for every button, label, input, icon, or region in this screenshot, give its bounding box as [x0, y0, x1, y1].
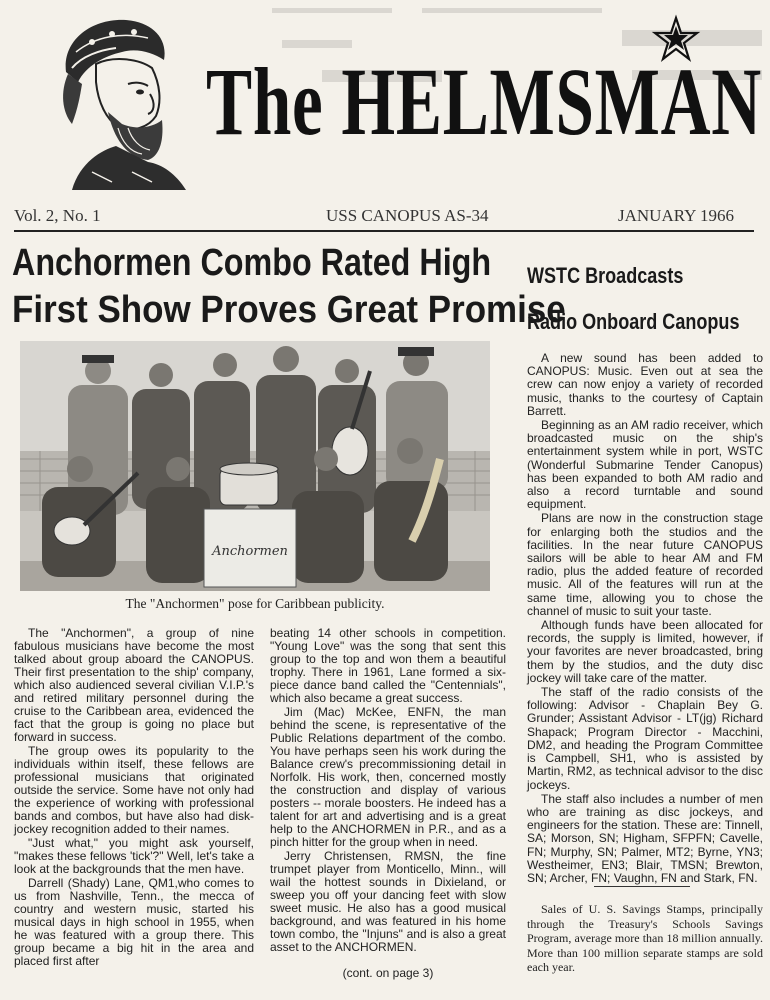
photo-sign-text: Anchormen: [212, 544, 288, 559]
helmsman-portrait-icon: [52, 12, 192, 190]
masthead-title: The HELMSMAN: [206, 48, 762, 155]
issue-bar: [14, 204, 754, 234]
issue-ship: USS CANOPUS AS-34: [326, 206, 489, 225]
side-story-paragraph: Although funds have been allocated for records, the supply is limited, however, if your favorites are never broadcasted, bring them by the studios, and the duty disc jockey will take care of the matter.: [527, 618, 763, 685]
bonds-divider: [594, 886, 690, 887]
main-story-paragraph: The group owes its popularity to the individuals within itself, these fellows are professional musicians that originated outside the service. Some have not only had the experience of working with professional bands and combos, but have also had disk-jockey recognition added to their names.: [14, 744, 254, 836]
main-story-paragraph: Jim (Mac) McKee, ENFN, the man behind the scene, is representative of the Public Relations department of the combo. You have perhaps seen his work during the Balance crew's precommissioning detail in Norfolk. His work, then, concerned mostly the construction and display of various posters -- morale boosters. He indeed has a talent for art and advertising and is a great help to the ANCHORMEN in P.R., and as a pinch hitter for the group when in need.: [270, 705, 506, 849]
main-story-paragraph: Darrell (Shady) Lane, QM1,who comes to us from Nashville, Tenn., the mecca of country and western music, started his musical days in high school in 1955, when he was featured with a group there. This group became a big hit in the area and placed first after: [14, 876, 254, 968]
continued-note: (cont. on page 3): [342, 966, 434, 980]
photo-caption: The "Anchormen" pose for Caribbean publicity.: [125, 596, 385, 611]
main-story-paragraph: Jerry Christensen, RMSN, the fine trumpet player from Monticello, Minn., will wail the hottest sounds in Dixieland, or sweep you off your dancing feet with slow sweet music. He also has a good musical background, and was featured in his home town combo, the "Injuns" and is also a great asset to the ANCHORMEN.: [270, 849, 506, 954]
main-story-column-2: [270, 627, 506, 985]
side-story-paragraph: Beginning as an AM radio receiver, which broadcasted music on the ship's entertainment system while in port, WSTC (Wonderful Submarine Tender Canopus) has been expanded to both AM radio and also a record turntable and sound equipment.: [527, 418, 763, 512]
side-story-paragraph: The staff of the radio consists of the following: Advisor - Chaplain Bey G. Grunder; Assistant Advisor - LT(jg) Richard Shapack; Program Director - Macchini, DM2, and heading the Program Committee is Campbell, SH1, who is assisted by Martin, RM2, as technical advisor to the disc jockeys.: [527, 685, 763, 792]
side-story-column: [527, 351, 763, 885]
side-story-paragraph: The staff also includes a number of men who are training as disc jockeys, and engineers for the station. These are: Tinnell, SA; Morson, SN; Higham, SFPFN; Cavelle, FN; Murphy, SN; Palmer, MT2; Byrne, YN3; Westheimer, EN3; Blair, TMSN; Brewton, SN; Archer, FN; Vaughn, FN and Stark, FN.: [527, 791, 763, 885]
main-story-paragraph: The "Anchormen", a group of nine fabulous musicians have become the most talked about group aboard the CANOPUS. Their first presentation to the ship' company, which also audienced several civilian V.I.P.'s and retired military personnel during the cruise to the Caribbean area, evidenced the fact that the group is going no place but forward in success.: [14, 626, 254, 744]
band-photo: [20, 341, 490, 591]
issue-rule: [14, 230, 754, 232]
side-story-paragraph: Plans are now in the construction stage for enlarging both the studios and the facilities. In the near future CANOPUS sailors will be able to hear AM and FM radio, plus the added feature of recorded music. All of the features will run at the same time, allowing you to chose the channel of music to suit your taste.: [527, 511, 763, 618]
star-icon: [653, 16, 699, 62]
savings-stamps-note: Sales of U. S. Savings Stamps, principally through the Treasury's Schools Savings Program, average more than 18 million annually. More than 100 million separate stamps are sold each year.: [527, 902, 763, 974]
side-headline-line-2: Radio Onboard Canopus: [527, 309, 740, 334]
side-headline-line-1: WSTC Broadcasts: [527, 263, 684, 288]
issue-volume: Vol. 2, No. 1: [14, 206, 101, 225]
masthead: [0, 0, 770, 200]
main-story-column-1: [14, 627, 254, 997]
main-story-paragraph: beating 14 other schools in competition. "Young Love" was the song that sent this group to the top and won them a beautiful trophy. There in 1961, Lane formed a six-piece dance band called the "Centennials", which also became a great success.: [270, 626, 506, 705]
main-story-paragraph: "Just what," you might ask yourself, "makes these fellows 'tick'?" Well, let's take a look at the backgrounds that the men have.: [14, 836, 254, 876]
side-story-paragraph: A new sound has been added to CANOPUS: Music. Even out at sea the crew can now enjoy a variety of recorded music, thanks to the courtesy of Captain Barrett.: [527, 351, 763, 418]
issue-date: JANUARY 1966: [618, 206, 735, 225]
main-headline-line-1: Anchormen Combo Rated High: [12, 242, 492, 284]
main-headline-line-2: First Show Proves Great Promise: [12, 289, 566, 331]
